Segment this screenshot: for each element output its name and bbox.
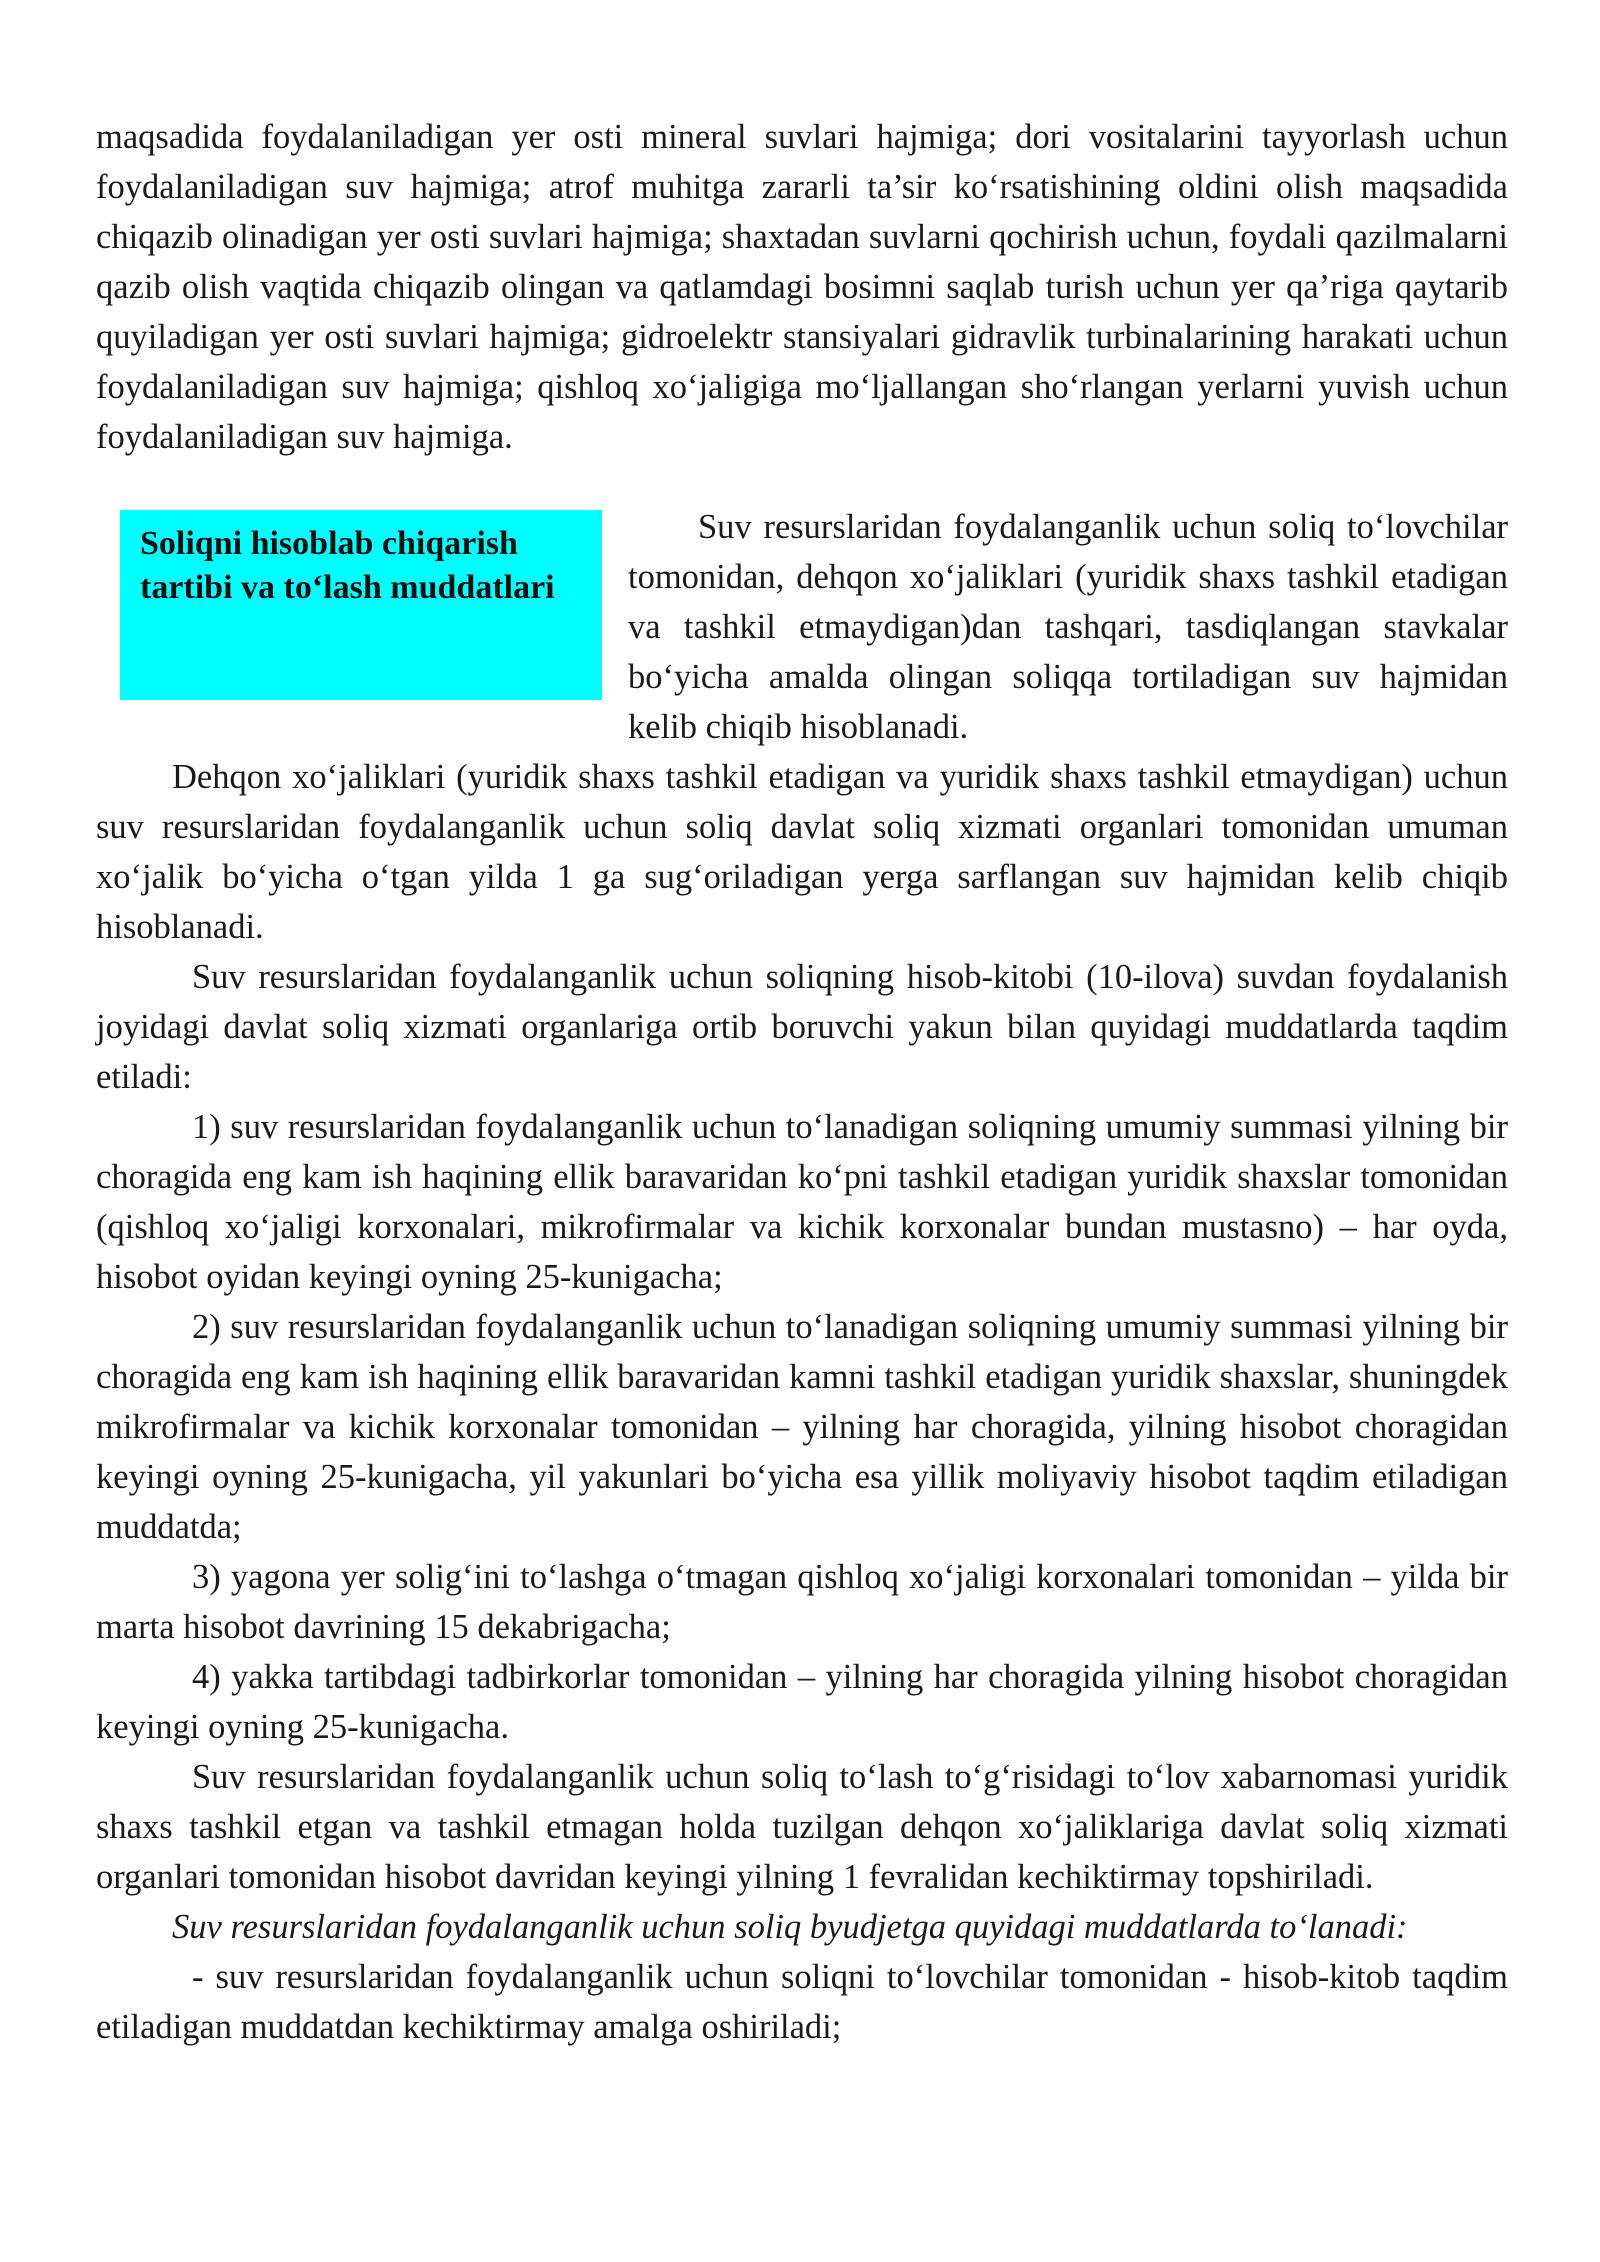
list-item-4: 4) yakka tartibdagi tadbirkorlar tomonidan – yilning har choragida yilning hisobot choragidan keyingi oyning 25-kunigacha. xyxy=(96,1658,1508,1746)
list-item-payment-term: - suv resurslaridan foydalanganlik uchun soliqni to‘lovchilar tomonidan - hisob-kitob taqdim etiladigan muddatdan kechiktirmay amalga oshiriladi; xyxy=(96,1958,1508,2046)
list-item-2: 2) suv resurslaridan foydalanganlik uchun to‘lanadigan soliqning umumiy summasi yilning bir choragida eng kam ish haqining ellik baravaridan kamni tashkil etadigan yuridik shaxslar, shuningdek mikrofirmalar va kichik korxonalar tomonidan – yilning har choragida, yilning hisobot choragidan keyingi oyning 25-kunigacha, yil yakunlari bo‘yicha esa yillik moliyaviy hisobot taqdim etiladigan muddatda; xyxy=(96,1308,1508,1546)
paragraph-water-volumes: maqsadida foydalaniladigan yer osti mineral suvlari hajmiga; dori vositalarini tayyorlash uchun foydalaniladigan suv hajmiga; atrof muhitga zararli ta’sir ko‘rsatishining oldini olish maqsadida chiqazib olinadigan yer osti suvlari hajmiga; shaxtadan suvlarni qochirish uchun, foydali qazilmalarni qazib olish vaqtida chiqazib olingan va qatlamdagi bosimni saqlab turish uchun yer qa’riga qaytarib quyiladigan yer osti suvlari hajmiga; gidroelektr stansiyalari gidravlik turbinalarining harakati uchun foydalaniladigan suv hajmiga; qishloq xo‘jaligiga mo‘ljallangan sho‘rlangan yerlarni yuvish uchun foydalaniladigan suv hajmiga. xyxy=(96,118,1508,456)
list-item-3: 3) yagona yer solig‘ini to‘lashga o‘tmagan qishloq xo‘jaligi korxonalari tomonidan – yilda bir marta hisobot davrining 15 dekabrigacha; xyxy=(96,1558,1508,1646)
paragraph-payment-notice: Suv resurslaridan foydalanganlik uchun soliq to‘lash to‘g‘risidagi to‘lov xabarnomasi yuridik shaxs tashkil etgan va tashkil etmagan holda tuzilgan dehqon xo‘jaliklariga davlat soliq xizmati organlari tomonidan hisobot davridan keyingi yilning 1 fevralidan kechiktirmay topshiriladi. xyxy=(96,1758,1508,1896)
section-gap xyxy=(96,462,1508,502)
section-heading-box: Soliqni hisoblab chiqarish tartibi va to‘lash muddatlari xyxy=(120,510,602,700)
list-item-1: 1) suv resurslaridan foydalanganlik uchun to‘lanadigan soliqning umumiy summasi yilning bir choragida eng kam ish haqining ellik baravaridan ko‘pni tashkil etadigan yuridik shaxslar tomonidan (qishloq xo‘jaligi korxonalari, mikrofirmalar va kichik korxonalar bundan mustasno) – har oyda, hisobot oyidan keyingi oyning 25-kunigacha; xyxy=(96,1108,1508,1296)
paragraph-payment-terms-heading: Suv resurslaridan foydalanganlik uchun soliq byudjetga quyidagi muddatlarda to‘lanadi: xyxy=(172,1908,1408,1946)
document-page xyxy=(96,112,1508,2052)
paragraph-tax-calculation: Suv resurslaridan foydalanganlik uchun soliq to‘lovchilar tomonidan, dehqon xo‘jaliklari (yuridik shaxs tashkil etadigan va tashkil etmaydigan)dan tashqari, tasdiqlangan stavkalar bo‘yicha amalda olingan soliqqa tortiladigan suv hajmidan kelib chiqib hisoblanadi. xyxy=(628,508,1508,746)
paragraph-dehqon-farms: Dehqon xo‘jaliklari (yuridik shaxs tashkil etadigan va yuridik shaxs tashkil etmaydigan) uchun suv resurslaridan foydalanganlik uchun soliq davlat soliq xizmati organlari tomonidan umuman xo‘jalik bo‘yicha o‘tgan yilda 1 ga sug‘oriladigan yerga sarflangan suv hajmidan kelib chiqib hisoblanadi. xyxy=(96,758,1508,946)
paragraph-calculation-submission: Suv resurslaridan foydalanganlik uchun soliqning hisob-kitobi (10-ilova) suvdan foydalanish joyidagi davlat soliq xizmati organlariga ortib boruvchi yakun bilan quyidagi muddatlarda taqdim etiladi: xyxy=(96,958,1508,1096)
